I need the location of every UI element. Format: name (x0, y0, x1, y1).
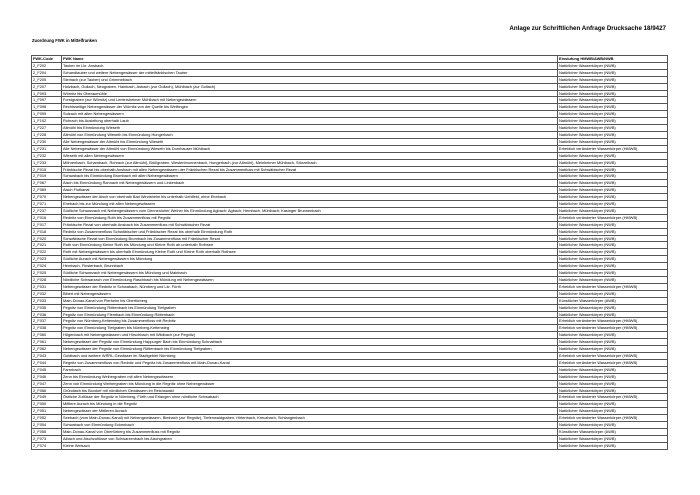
cell-fwk-code: 1_F228 (32, 131, 62, 138)
cell-fwk-name: Aisch Flutkanal (62, 187, 558, 194)
cell-classification: Natürlicher Wasserkörper (NWB) (558, 346, 668, 353)
table-row (32, 277, 668, 284)
cell-fwk-code: 2_F038 (32, 325, 62, 332)
cell-classification: Natürlicher Wasserkörper (NWB) (558, 263, 668, 270)
table-row (32, 131, 668, 138)
cell-classification: Natürlicher Wasserkörper (NWB) (558, 387, 668, 394)
table-row (32, 346, 668, 353)
table-row (32, 373, 668, 380)
cell-fwk-name: Rednitz von Einmündung Roth bis Zusammenfluss mit Pegnitz (62, 214, 558, 221)
table-row (32, 187, 668, 194)
cell-fwk-code: 2_F047 (32, 380, 62, 387)
cell-fwk-code: 2_F035 (32, 304, 62, 311)
cell-fwk-name: Hembach, Finsterbach, Brunnbach (62, 263, 558, 270)
table-row (32, 83, 668, 90)
cell-classification: Natürlicher Wasserkörper (NWB) (558, 76, 668, 83)
table-row (32, 366, 668, 373)
table-row (32, 159, 668, 166)
cell-classification: Natürlicher Wasserkörper (NWB) (558, 138, 668, 145)
cell-fwk-code: 2_F202 (32, 62, 62, 69)
cell-classification: Natürlicher Wasserkörper (NWB) (558, 373, 668, 380)
cell-fwk-name: Roth mit Nebengewässern bis oberhalb Einmündung Kleine Roth und Kleine Roth oberhalb Rothsee (62, 249, 558, 256)
cell-fwk-name: Nebengewässer der Pegnitz von Einmündung Röttenbach bis Einmündung Tiefgraben (62, 346, 558, 353)
cell-fwk-name: Alle Nebengewässer der Altmühl von Einmündung Wieseth bis Dornhauser Mühlbach (62, 145, 558, 152)
cell-fwk-name: Regnitz von Zusammenfluss von Rednitz und Pegnitz bis Zusammenfluss mit Main-Donau-Kanal (62, 359, 558, 366)
cell-fwk-code: 1_F097 (32, 97, 62, 104)
cell-fwk-code: 1_F093 (32, 90, 62, 97)
table-row (32, 97, 668, 104)
cell-classification: Natürlicher Wasserkörper (NWB) (558, 187, 668, 194)
cell-classification: Natürlicher Wasserkörper (NWB) (558, 270, 668, 277)
table-row (32, 408, 668, 415)
cell-classification: Natürlicher Wasserkörper (NWB) (558, 235, 668, 242)
cell-fwk-name: Nebengewässer der Mittleren Aurach (62, 408, 558, 415)
cell-fwk-name: Schwäbische Rezat von Einmündung Brombach bis Zusammenfluss mit Fränkischer Rezat (62, 235, 558, 242)
cell-fwk-name: Südliche Schwarzach mit Nebengewässern bis Mündung und Mainbach (62, 270, 558, 277)
cell-classification: Natürlicher Wasserkörper (NWB) (558, 228, 668, 235)
table-row (32, 401, 668, 408)
cell-classification: Natürlicher Wasserkörper (NWB) (558, 442, 668, 449)
cell-fwk-code: 2_F060 (32, 332, 62, 339)
cell-classification: Natürlicher Wasserkörper (NWB) (558, 304, 668, 311)
cell-classification: Natürlicher Wasserkörper (NWB) (558, 62, 668, 69)
cell-fwk-name: Nebengewässer der Pegnitz von Einmündung Happurger Bach bis Einmündung Schnaittach (62, 339, 558, 346)
cell-fwk-name: Nebengewässer der Rednitz in Schwabach, Nürnberg und Lkr. Fürth (62, 283, 558, 290)
cell-fwk-name: Bibert mit Nebengewässern (62, 290, 558, 297)
cell-classification: Natürlicher Wasserkörper (NWB) (558, 242, 668, 249)
cell-fwk-code: 2_F045 (32, 366, 62, 373)
cell-fwk-name: Schwabach bis Einmündung Brombach mit allen Nebengewässern (62, 173, 558, 180)
cell-fwk-code: 2_F205 (32, 76, 62, 83)
table-row (32, 104, 668, 111)
cell-fwk-name: Steinach (zur Tauber) und Grimmelbach (62, 76, 558, 83)
cell-fwk-name: Albach und Aischzuflüsse von Schwarzenbach bis Aischgraben (62, 435, 558, 442)
cell-fwk-code: 1_F099 (32, 111, 62, 118)
cell-fwk-name: Main-Donau-Kanal von Oberfürberg bis Zusammenfluss mit Regnitz (62, 428, 558, 435)
cell-fwk-code: 2_F074 (32, 442, 62, 449)
cell-fwk-name: Aisch bis Einmündung Rannach mit Nebengewässern und Linkenbach (62, 180, 558, 187)
cell-classification: Erheblich veränderter Wasserkörper (HMWB) (558, 359, 668, 366)
table-row (32, 125, 668, 132)
cell-classification: Natürlicher Wasserkörper (NWB) (558, 408, 668, 415)
column-header-code: FWK-Code (32, 56, 62, 63)
table-row (32, 304, 668, 311)
table-row (32, 118, 668, 125)
table-row (32, 325, 668, 332)
cell-classification: Natürlicher Wasserkörper (NWB) (558, 159, 668, 166)
cell-fwk-code: 2_F033 (32, 297, 62, 304)
cell-fwk-code: 2_F032 (32, 290, 62, 297)
cell-fwk-code: 2_F028 (32, 277, 62, 284)
column-header-name: FWK Name (62, 56, 558, 63)
cell-fwk-code: 2_F046 (32, 373, 62, 380)
cell-fwk-name: Pegnitz von Einmündung Röttenbach bis Einmündung Tiefgraben (62, 304, 558, 311)
table-row (32, 90, 668, 97)
cell-fwk-code: 2_F018 (32, 228, 62, 235)
cell-fwk-name: Sulzach mit allen Nebengewässern (62, 111, 558, 118)
cell-fwk-code: 1_F102 (32, 118, 62, 125)
table-row (32, 380, 668, 387)
cell-classification: Erheblich veränderter Wasserkörper (HMWB) (558, 214, 668, 221)
table-row (32, 138, 668, 145)
cell-fwk-name: Forstgraben (zur Wörnitz) und Lentersheimer Mühlbach mit Nebengewässern (62, 97, 558, 104)
cell-fwk-name: Holzbach, Gollach, Neugraben, Hainbach, Asbach (zur Gollach), Mühlbach (zur Gollach) (62, 83, 558, 90)
table-row (32, 283, 668, 290)
cell-fwk-code: 2_F020 (32, 235, 62, 242)
cell-fwk-name: Altmühl von Einmündung Wieseth bis Einmündung Hungerbach (62, 131, 558, 138)
table-row (32, 387, 668, 394)
cell-classification: Natürlicher Wasserkörper (NWB) (558, 277, 668, 284)
cell-fwk-code: 1_F227 (32, 125, 62, 132)
cell-fwk-code: 2_F023 (32, 256, 62, 263)
cell-classification: Natürlicher Wasserkörper (NWB) (558, 97, 668, 104)
table-row (32, 290, 668, 297)
cell-fwk-name: Zenn von Einmündung Weihergraben bis Mündung in die Regnitz ohne Nebengewässer (62, 380, 558, 387)
cell-fwk-name: Schandtauber und weitere Nebengewässer der mittelfränkischen Tauber (62, 69, 558, 76)
table-row (32, 166, 668, 173)
cell-fwk-code: 1_F233 (32, 159, 62, 166)
document-title: Anlage zur Schriftlichen Anfrage Drucksache 18/9427 (509, 25, 666, 32)
cell-classification: Natürlicher Wasserkörper (NWB) (558, 401, 668, 408)
cell-classification: Natürlicher Wasserkörper (NWB) (558, 311, 668, 318)
cell-fwk-code: 2_F207 (32, 83, 62, 90)
cell-classification: Natürlicher Wasserkörper (NWB) (558, 332, 668, 339)
cell-classification: Natürlicher Wasserkörper (NWB) (558, 366, 668, 373)
table-caption: Zuordnung FWK in Mittelfranken (32, 38, 97, 43)
table-row (32, 242, 668, 249)
cell-classification: Natürlicher Wasserkörper (NWB) (558, 83, 668, 90)
table-row (32, 339, 668, 346)
cell-classification: Natürlicher Wasserkörper (NWB) (558, 118, 668, 125)
cell-fwk-name: Goldbach und weitere WRRL-Gewässer im Stadtgebiet Nürnberg (62, 352, 558, 359)
table-row (32, 359, 668, 366)
table-row (32, 145, 668, 152)
cell-fwk-name: Südliche Aurach mit Nebengewässern bis Mündung (62, 256, 558, 263)
cell-fwk-name: Seebach (vom Main-Donau-Kanal) mit Nebengewässern, Bimbach (zur Regnitz), Tiefenwaldgraben, Hirtenbach, Kreuzbach, Schlangenbach (62, 415, 558, 422)
table-row (32, 111, 668, 118)
table-row (32, 415, 668, 422)
cell-fwk-name: Pegnitz von Einmündung Flembach bis Einmündung Röttenbach (62, 311, 558, 318)
cell-fwk-name: Alle Nebengewässer der Altmühl bis Einmündung Wieseth (62, 138, 558, 145)
table-row (32, 311, 668, 318)
cell-fwk-name: Fränkische Rezat bis oberhalb Ansbach mit allen Nebengewässern der Fränkischen Rezat bis Zusammenfluss mit Schwäbischer Rezat (62, 166, 558, 173)
table-row (32, 435, 668, 442)
table-row (32, 256, 668, 263)
cell-fwk-code: 2_F043 (32, 352, 62, 359)
cell-classification: Erheblich veränderter Wasserkörper (HMWB) (558, 352, 668, 359)
table-row (32, 422, 668, 429)
table-row (32, 76, 668, 83)
cell-fwk-code: 2_F070 (32, 194, 62, 201)
cell-fwk-name: Rohrach bis Ausleitung oberhalb Laub (62, 118, 558, 125)
cell-fwk-name: Östliche Zuflüsse der Regnitz in Nürnberg, Fürth und Erlangen ohne nördliche Schwabach (62, 394, 558, 401)
cell-classification: Natürlicher Wasserkörper (NWB) (558, 111, 668, 118)
table-row (32, 394, 668, 401)
table-row (32, 318, 668, 325)
cell-fwk-code: 2_F017 (32, 221, 62, 228)
cell-fwk-name: Pegnitz von Einmündung Tiefgraben bis Nürnberg-Kettensteg (62, 325, 558, 332)
cell-fwk-code: 2_F071 (32, 201, 62, 208)
cell-fwk-name: Main-Donau-Kanal von Pierheim bis Oberfürberg (62, 297, 558, 304)
cell-fwk-code: 2_F024 (32, 263, 62, 270)
cell-fwk-code: 2_F025 (32, 270, 62, 277)
cell-classification: Erheblich veränderter Wasserkörper (HMWB) (558, 415, 668, 422)
cell-fwk-code: 2_F044 (32, 359, 62, 366)
table-row (32, 194, 668, 201)
cell-classification: Natürlicher Wasserkörper (NWB) (558, 152, 668, 159)
cell-fwk-code: 1_F098 (32, 104, 62, 111)
cell-fwk-code: 2_F066 (32, 387, 62, 394)
cell-fwk-name: Fränkische Rezat von oberhalb Ansbach bis Zusammenfluss mit Schwäbischer Rezat (62, 221, 558, 228)
table-row (32, 221, 668, 228)
cell-fwk-code: 2_F069 (32, 187, 62, 194)
table-row (32, 214, 668, 221)
table-header-row (32, 56, 668, 63)
cell-fwk-name: Südliche Schwarzach mit Nebengewässern vom Dennenloher Weiher bis Einmündung Agbach; Agbach; Hembach, Mühlbach; Kasinger Brunnenbach (62, 207, 558, 214)
cell-classification: Natürlicher Wasserkörper (NWB) (558, 90, 668, 97)
cell-fwk-name: Wieseth mit allen Nebengewässern (62, 152, 558, 159)
cell-classification: Natürlicher Wasserkörper (NWB) (558, 435, 668, 442)
cell-fwk-name: Roth von Einmündung Kleine Roth bis Mündung und Kleine Roth ab unterhalb Rothsee (62, 242, 558, 249)
table-row (32, 228, 668, 235)
cell-classification: Erheblich veränderter Wasserkörper (HMWB) (558, 145, 668, 152)
table-row (32, 332, 668, 339)
cell-classification: Erheblich veränderter Wasserkörper (HMWB) (558, 318, 668, 325)
cell-fwk-code: 2_F037 (32, 318, 62, 325)
cell-fwk-name: Nebengewässer der Aisch von oberhalb Bad Windsheim bis unterhalb Uehlfeld, ohne Ehebach (62, 194, 558, 201)
cell-classification: Natürlicher Wasserkörper (NWB) (558, 249, 668, 256)
cell-classification: Natürlicher Wasserkörper (NWB) (558, 125, 668, 132)
cell-fwk-code: 2_F050 (32, 401, 62, 408)
cell-classification: Natürlicher Wasserkörper (NWB) (558, 104, 668, 111)
cell-fwk-code: 2_F062 (32, 346, 62, 353)
cell-fwk-name: Mittlere Aurach bis Mündung in die Regnitz (62, 401, 558, 408)
cell-classification: Natürlicher Wasserkörper (NWB) (558, 180, 668, 187)
cell-fwk-name: Farrnbach (62, 366, 558, 373)
cell-classification: Künstlicher Wasserkörper (AWB) (558, 297, 668, 304)
cell-fwk-code: 2_F015 (32, 166, 62, 173)
cell-fwk-name: Zenn bis Einmündung Weihergraben mit allen Nebengewässern (62, 373, 558, 380)
cell-fwk-code: 1_F231 (32, 145, 62, 152)
cell-fwk-name: Schwabach von Einmündung Eckenbach (62, 422, 558, 429)
cell-classification: Natürlicher Wasserkörper (NWB) (558, 69, 668, 76)
table-row (32, 201, 668, 208)
cell-fwk-name: Kleine Weisach (62, 442, 558, 449)
cell-fwk-code: 2_F073 (32, 435, 62, 442)
cell-classification: Natürlicher Wasserkörper (NWB) (558, 173, 668, 180)
table-row (32, 235, 668, 242)
cell-fwk-code: 2_F016 (32, 214, 62, 221)
cell-fwk-name: Ehebach bis zur Mündung mit allen Nebengewässern (62, 201, 558, 208)
cell-fwk-name: Altmühl bis Einmündung Wieseth (62, 125, 558, 132)
cell-classification: Natürlicher Wasserkörper (NWB) (558, 131, 668, 138)
table-row (32, 180, 668, 187)
table-row (32, 263, 668, 270)
table-row (32, 62, 668, 69)
cell-classification: Künstlicher Wasserkörper (AWB) (558, 428, 668, 435)
cell-fwk-code: 2_F055 (32, 428, 62, 435)
table-row (32, 442, 668, 449)
cell-classification: Natürlicher Wasserkörper (NWB) (558, 207, 668, 214)
cell-fwk-name: Tauber im Lkr. Ansbach (62, 62, 558, 69)
cell-classification: Natürlicher Wasserkörper (NWB) (558, 201, 668, 208)
cell-fwk-name: Rechtsseitige Nebengewässer der Wörnitz von der Quelle bis Weiltingen (62, 104, 558, 111)
cell-classification: Erheblich veränderter Wasserkörper (HMWB) (558, 325, 668, 332)
cell-classification: Natürlicher Wasserkörper (NWB) (558, 380, 668, 387)
cell-fwk-code: 2_F061 (32, 339, 62, 346)
cell-fwk-name: Nördliche Schwarzach von Einmündung Raschbach bis Mündung mit Nebengewässern (62, 277, 558, 284)
column-header-classification: Einstufung HMWB/AWB/NWB (558, 56, 668, 63)
table-row (32, 428, 668, 435)
cell-fwk-name: Pegnitz von Nürnberg-Kettensteg bis Zusammenfluss mit Rednitz (62, 318, 558, 325)
cell-classification: Natürlicher Wasserkörper (NWB) (558, 290, 668, 297)
cell-classification: Erheblich veränderter Wasserkörper (HMWB) (558, 394, 668, 401)
cell-fwk-code: 2_F204 (32, 69, 62, 76)
cell-classification: Natürlicher Wasserkörper (NWB) (558, 221, 668, 228)
cell-classification: Natürlicher Wasserkörper (NWB) (558, 339, 668, 346)
table-row (32, 270, 668, 277)
table-row (32, 173, 668, 180)
cell-fwk-name: Rednitz von Zusammenfluss Schwäbischer und Fränkischer Rezat bis oberhalb Einmündung Roth (62, 228, 558, 235)
table-row (32, 207, 668, 214)
table-row (32, 69, 668, 76)
cell-fwk-code: 2_F051 (32, 408, 62, 415)
cell-fwk-code: 2_F067 (32, 180, 62, 187)
cell-fwk-code: 2_F022 (32, 249, 62, 256)
table-row (32, 297, 668, 304)
table-row (32, 152, 668, 159)
cell-fwk-name: Möhrenbach, Schambach, Rohrach (zur Altmühl), Brüllgraben, Westenbrunnenbach, Hungerbach (zur Altmühl), Meinheimer Mühlbach, Störzelbach (62, 159, 558, 166)
cell-classification: Erheblich veränderter Wasserkörper (HMWB) (558, 283, 668, 290)
cell-fwk-code: 2_F031 (32, 283, 62, 290)
cell-fwk-code: 2_F036 (32, 311, 62, 318)
cell-classification: Natürlicher Wasserkörper (NWB) (558, 194, 668, 201)
table-row (32, 249, 668, 256)
cell-fwk-name: Högenbach mit Nebengewässern und Hirschbach mit Wildbach (zur Pegnitz) (62, 332, 558, 339)
cell-fwk-code: 2_F052 (32, 415, 62, 422)
cell-fwk-code: 2_F054 (32, 422, 62, 429)
cell-fwk-code: 1_F230 (32, 138, 62, 145)
cell-fwk-name: Wörnitz bis Oberaumühle (62, 90, 558, 97)
cell-fwk-code: 1_F232 (32, 152, 62, 159)
fwk-table (31, 55, 668, 450)
cell-fwk-code: 2_F021 (32, 242, 62, 249)
cell-classification: Natürlicher Wasserkörper (NWB) (558, 166, 668, 173)
cell-fwk-name: Gründlach bis Boxdorf mit nördlichen Gewässern im Reichswald (62, 387, 558, 394)
table-row (32, 352, 668, 359)
cell-fwk-code: 2_F049 (32, 394, 62, 401)
cell-fwk-code: 2_F019 (32, 173, 62, 180)
cell-classification: Natürlicher Wasserkörper (NWB) (558, 256, 668, 263)
cell-fwk-code: 2_F237 (32, 207, 62, 214)
cell-classification: Natürlicher Wasserkörper (NWB) (558, 422, 668, 429)
